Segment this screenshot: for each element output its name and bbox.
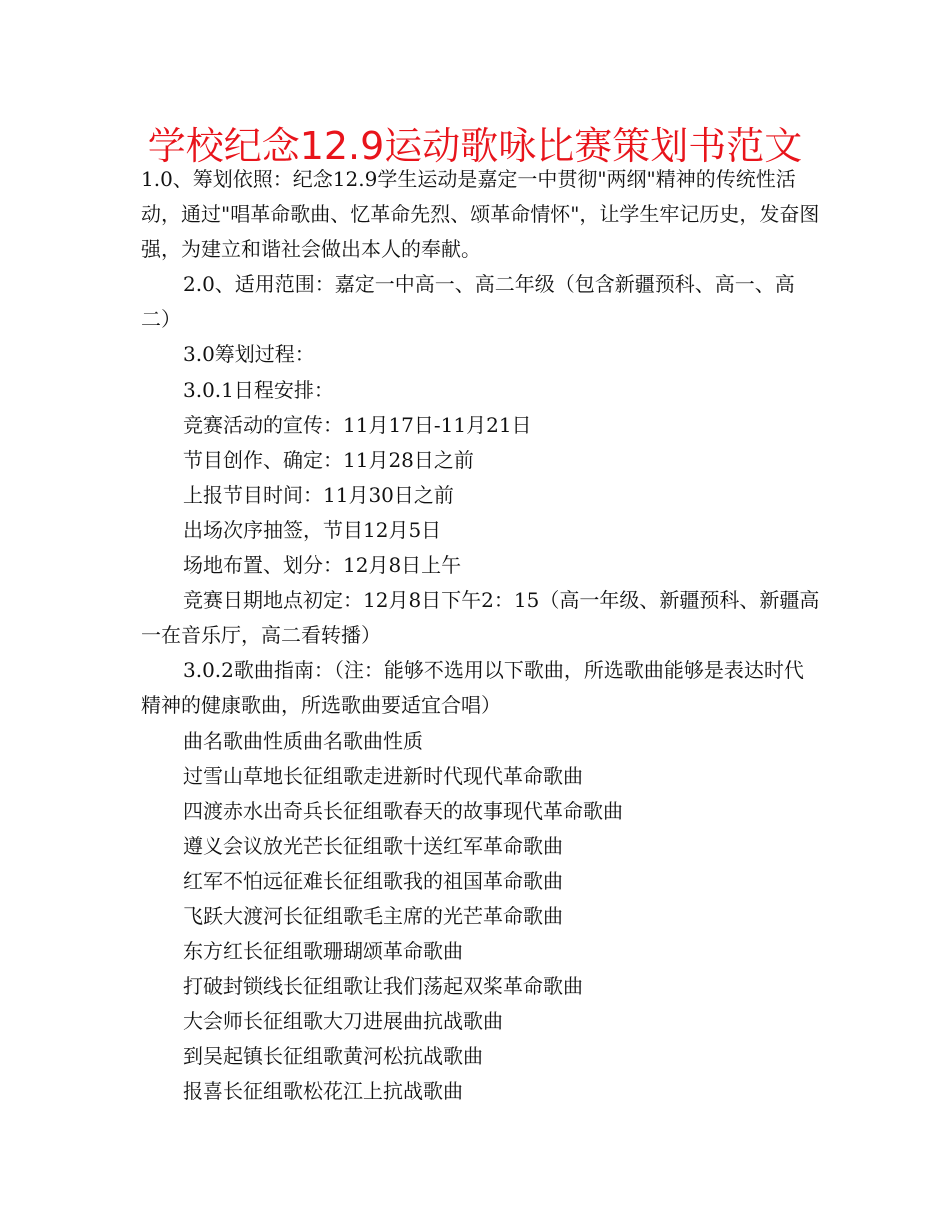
paragraph: 东方红长征组歌珊瑚颂革命歌曲 bbox=[183, 939, 463, 964]
paragraph: 3.0.2歌曲指南：（注：能够不选用以下歌曲，所选歌曲能够是表达时代精神的健康歌曲，所选歌曲要适宜合唱） bbox=[141, 658, 804, 718]
paragraph: 3.0.1日程安排： bbox=[183, 377, 334, 402]
paragraph: 四渡赤水出奇兵长征组歌春天的故事现代革命歌曲 bbox=[183, 798, 623, 823]
paragraph: 大会师长征组歌大刀进展曲抗战歌曲 bbox=[183, 1009, 503, 1034]
paragraph: 遵义会议放光芒长征组歌十送红军革命歌曲 bbox=[183, 833, 563, 858]
paragraph: 上报节目时间：11月30日之前 bbox=[183, 482, 454, 507]
paragraph: 过雪山草地长征组歌走进新时代现代革命歌曲 bbox=[183, 763, 583, 788]
paragraph: 红军不怕远征难长征组歌我的祖国革命歌曲 bbox=[183, 868, 563, 893]
document-title: 学校纪念12.9运动歌咏比赛策划书范文 bbox=[147, 124, 803, 168]
paragraph: 竞赛活动的宣传：11月17日-11月21日 bbox=[183, 412, 532, 437]
paragraph: 飞跃大渡河长征组歌毛主席的光芒革命歌曲 bbox=[183, 903, 563, 928]
paragraph: 1.0、筹划依照：纪念12.9学生运动是嘉定一中贯彻"两纲"精神的传统性活动，通过"唱革命歌曲、忆革命先烈、颂革命情怀"，让学生牢记历史，发奋图强，为建立和谐社会做出本人的奉献。 bbox=[141, 167, 820, 262]
paragraph: 3.0筹划过程： bbox=[183, 342, 315, 367]
paragraph: 场地布置、划分：12月8日上午 bbox=[183, 553, 462, 578]
paragraph: 出场次序抽签，节目12月5日 bbox=[183, 517, 442, 542]
document-body bbox=[141, 162, 821, 1110]
paragraph: 竞赛日期地点初定：12月8日下午2：15（高一年级、新疆预科、新疆高一在音乐厅，高二看转播） bbox=[141, 588, 820, 648]
paragraph: 2.0、适用范围：嘉定一中高一、高二年级（包含新疆预科、高一、高二） bbox=[141, 272, 795, 332]
paragraph: 打破封锁线长征组歌让我们荡起双桨革命歌曲 bbox=[183, 974, 583, 999]
paragraph: 节目创作、确定：11月28日之前 bbox=[183, 447, 474, 472]
paragraph: 报喜长征组歌松花江上抗战歌曲 bbox=[183, 1079, 463, 1104]
paragraph: 曲名歌曲性质曲名歌曲性质 bbox=[183, 728, 423, 753]
paragraph: 到吴起镇长征组歌黄河松抗战歌曲 bbox=[183, 1044, 483, 1069]
